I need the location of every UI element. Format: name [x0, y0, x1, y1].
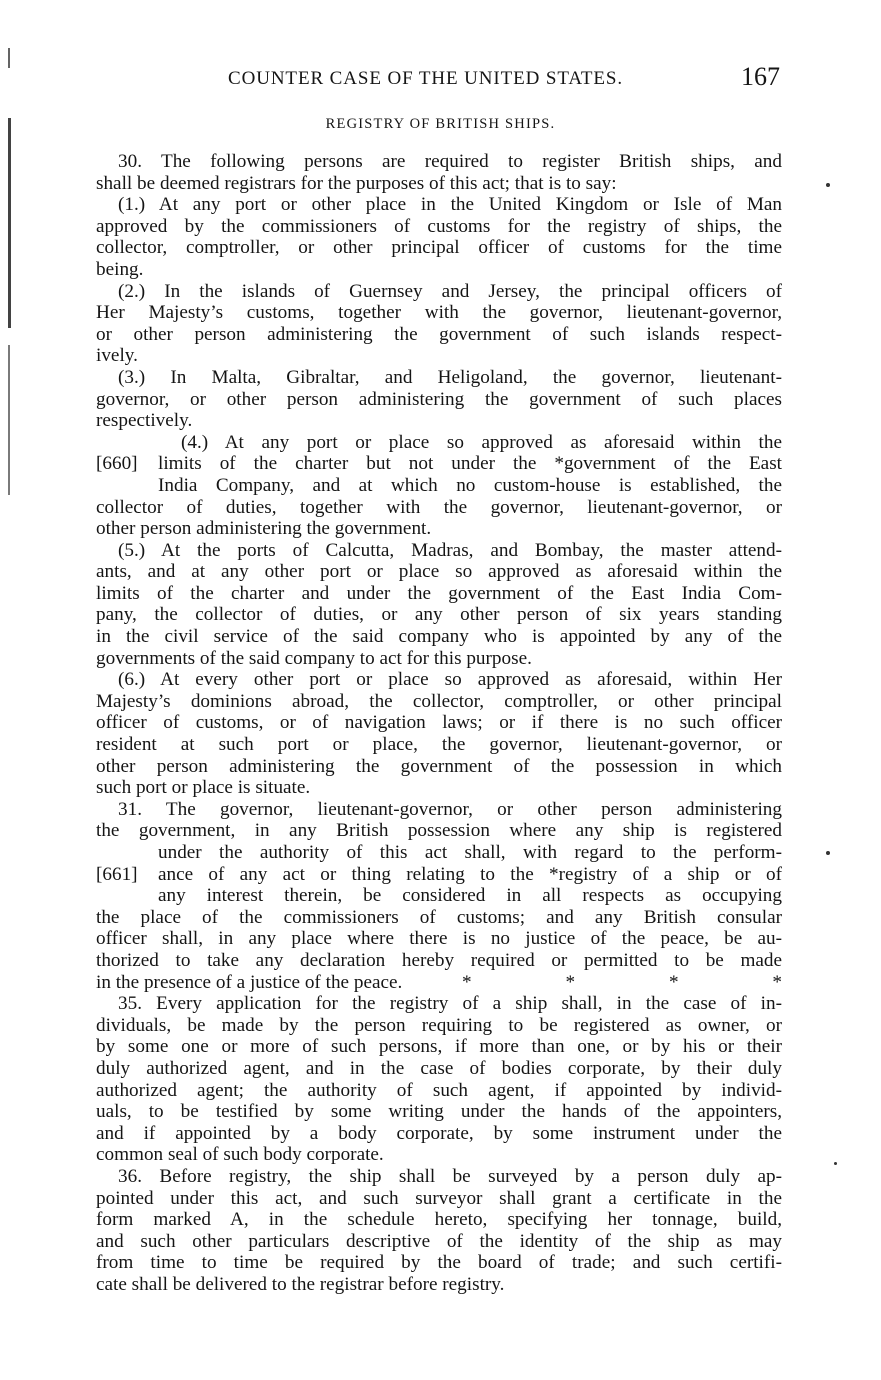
margin-page-marker: [660] [96, 453, 138, 475]
text-line: governments of the said company to act for this purpose. [96, 647, 532, 669]
text-line: in the presence of a justice of the peace. [96, 971, 403, 993]
text-line: other person administering the government. [96, 518, 432, 540]
text-line: other person administering the government of the possession in which [96, 755, 782, 777]
text-line: (2.) In the islands of Guernsey and Jersey, the principal officers of [118, 280, 782, 302]
text-line: in the civil service of the said company who is appointed by any of the [96, 626, 782, 648]
text-line: being. [96, 258, 144, 280]
text-line: 31. The governor, lieutenant-governor, or other person administering [118, 798, 782, 820]
ellipsis-star: * [462, 971, 472, 993]
text-line-with-margin-marker [96, 453, 782, 475]
text-line: uals, to be testified by some writing under the hands of the appointers, [96, 1101, 782, 1123]
text-line: the place of the commissioners of customs; and any British consular [96, 906, 782, 928]
text-line: by some one or more of such persons, if more than one, or by his or their [96, 1036, 782, 1058]
body-text [96, 151, 782, 1295]
text-line: governor, or other person administering the government of such places [96, 388, 782, 410]
text-line: thorized to take any declaration hereby required or permitted to be made [96, 949, 782, 971]
text-line: the government, in any British possession where any ship is registered [96, 820, 782, 842]
text-line-with-ellipsis [96, 972, 782, 994]
text-line: form marked A, in the schedule hereto, specifying her tonnage, build, [96, 1209, 782, 1231]
text-line: any interest therein, be considered in all respects as occupying [158, 885, 782, 907]
text-line: respectively. [96, 410, 193, 432]
text-line: dividuals, be made by the person requiring to be registered as owner, or [96, 1014, 782, 1036]
text-line: (4.) At any port or place so approved as aforesaid within the [181, 431, 782, 453]
text-line: (6.) At every other port or place so approved as aforesaid, within Her [118, 669, 782, 691]
text-line: and such other particulars descriptive of the identity of the ship as may [96, 1230, 782, 1252]
text-line: or other person administering the government of such islands respect- [96, 323, 782, 345]
binding-edge-mark [8, 48, 10, 68]
text-line: (5.) At the ports of Calcutta, Madras, and Bombay, the master attend- [118, 539, 782, 561]
text-line: ively. [96, 345, 138, 367]
text-line: collector of duties, together with the governor, lieutenant-governor, or [96, 496, 782, 518]
text-line: authorized agent; the authority of such agent, if appointed by individ- [96, 1079, 782, 1101]
text-line: Majesty’s dominions abroad, the collector, comptroller, or other principal [96, 690, 782, 712]
text-line: 30. The following persons are required to register British ships, and [118, 151, 782, 172]
text-line: (1.) At any port or other place in the United Kingdom or Isle of Man [118, 194, 782, 216]
text-line: approved by the commissioners of customs for the registry of ships, the [96, 215, 782, 237]
text-line: limits of the charter and under the government of the East India Com- [96, 582, 782, 604]
ellipsis-star: * [668, 971, 679, 993]
page-number: 167 [741, 62, 780, 91]
text-line: 35. Every application for the registry of a ship shall, in the case of in- [118, 993, 782, 1015]
binding-edge-mark [8, 345, 10, 495]
text-line: shall be deemed registrars for the purposes of this act; that is to say: [96, 172, 617, 194]
text-line: (3.) In Malta, Gibraltar, and Heligoland, the governor, lieutenant- [118, 366, 782, 388]
text-line: 36. Before registry, the ship shall be surveyed by a person duly ap- [118, 1165, 782, 1187]
text-line-with-margin-marker [96, 864, 782, 886]
text-line: officer of customs, or of navigation laws; or if there is no such officer [96, 712, 782, 734]
running-title: COUNTER CASE OF THE UNITED STATES. [228, 68, 624, 89]
text-line: cate shall be delivered to the registrar before registry. [96, 1273, 505, 1295]
ellipsis-stars [462, 972, 782, 994]
text-line: collector, comptroller, or other principal officer of customs for the time [96, 237, 782, 259]
text-line: such port or place is situate. [96, 777, 311, 799]
text-line: limits of the charter but not under the *government of the East [158, 453, 782, 475]
stray-mark [826, 851, 830, 855]
text-line: ants, and at any other port or place so approved as aforesaid within the [96, 561, 782, 583]
stray-mark [834, 1162, 837, 1165]
text-line: resident at such port or place, the governor, lieutenant-governor, or [96, 734, 782, 756]
ellipsis-star: * [772, 971, 782, 993]
text-line: officer shall, in any place where there is no justice of the peace, be au- [96, 928, 782, 950]
section-title: REGISTRY OF BRITISH SHIPS. [325, 116, 556, 132]
text-line: ance of any act or thing relating to the *registry of a ship or of [158, 863, 782, 885]
text-line: from time to time be required by the board of trade; and such certifi- [96, 1252, 782, 1274]
page-header [96, 62, 784, 96]
text-line: common seal of such body corporate. [96, 1144, 384, 1166]
text-line: under the authority of this act shall, with regard to the perform- [158, 842, 782, 863]
text-line: and if appointed by a body corporate, by some instrument under the [96, 1122, 782, 1144]
text-line: pointed under this act, and such surveyor shall grant a certificate in the [96, 1187, 782, 1209]
text-line: India Company, and at which no custom-house is established, the [158, 474, 782, 496]
ellipsis-star: * [565, 971, 576, 993]
text-line: pany, the collector of duties, or any other person of six years standing [96, 604, 782, 626]
margin-page-marker: [661] [96, 863, 138, 885]
text-line: Her Majesty’s customs, together with the governor, lieutenant-governor, [96, 302, 782, 324]
text-line: duly authorized agent, and in the case of bodies corporate, by their duly [96, 1057, 782, 1079]
stray-mark [826, 183, 830, 187]
binding-edge-mark [8, 118, 11, 328]
